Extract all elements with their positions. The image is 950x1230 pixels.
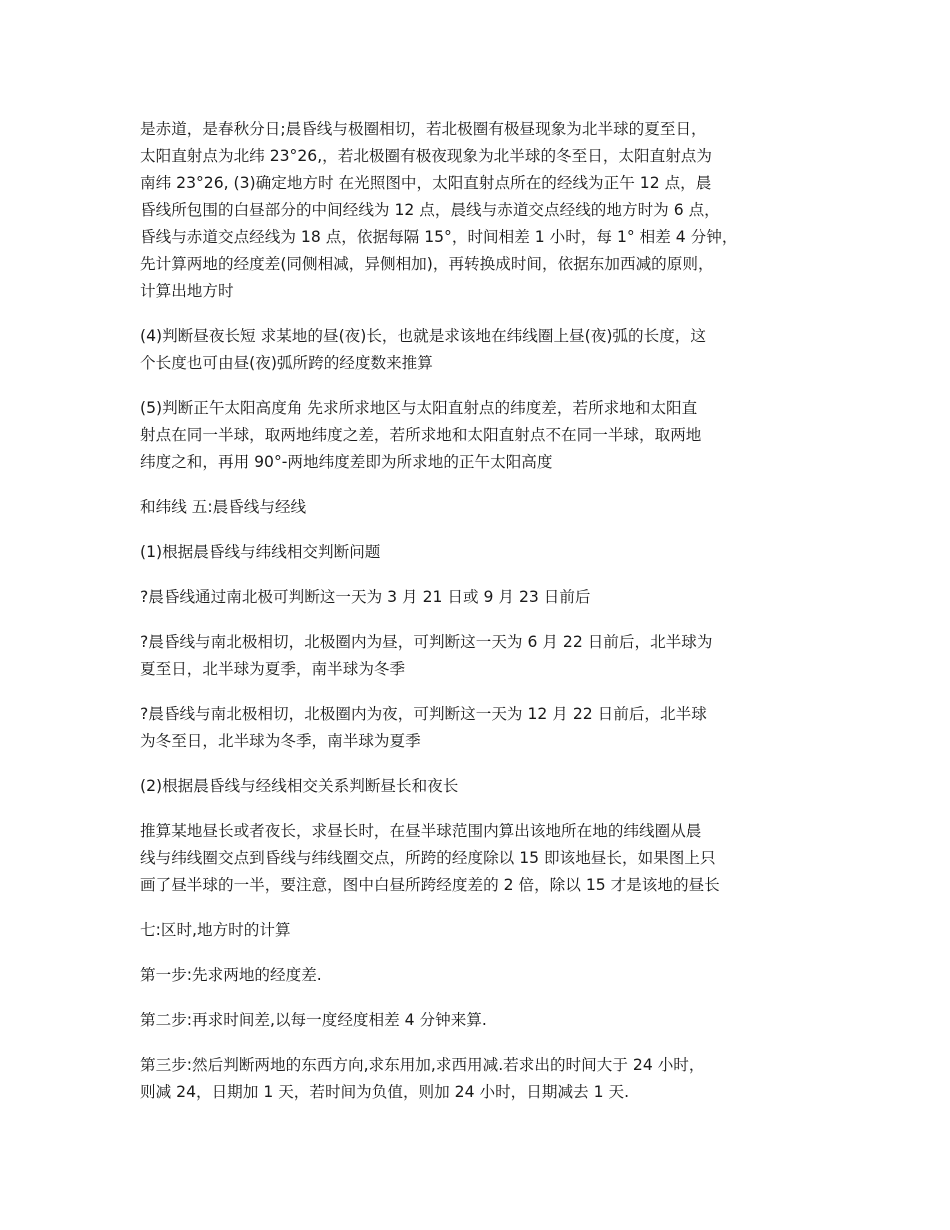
step-three xyxy=(140,1052,812,1106)
text-line: (1)根据晨昏线与纬线相交判断问题 xyxy=(140,543,381,561)
paragraph-solar-terminator-and-local-time xyxy=(140,116,812,305)
text-line: 和纬线 五:晨昏线与经线 xyxy=(140,498,307,516)
step-one xyxy=(140,962,812,989)
text-line: 昏线所包围的白昼部分的中间经线为 12 点，晨线与赤道交点经线的地方时为 6 点， xyxy=(140,201,720,219)
text-line: 画了昼半球的一半，要注意，图中白昼所跨经度差的 2 倍，除以 15 才是该地的昼长 xyxy=(140,876,720,894)
text-line: ?晨昏线与南北极相切，北极圈内为夜，可判断这一天为 12 月 22 日前后，北半球 xyxy=(140,705,707,723)
text-line: (5)判断正午太阳高度角 先求所求地区与太阳直射点的纬度差，若所求地和太阳直 xyxy=(140,399,698,417)
text-line: 先计算两地的经度差(同侧相减，异侧相加)，再转换成时间，依据东加西减的原则， xyxy=(140,255,714,273)
subheading-terminator-meridian xyxy=(140,773,812,800)
text-line: (2)根据晨昏线与经线相交关系判断昼长和夜长 xyxy=(140,777,459,795)
text-line: (4)判断昼夜长短 求某地的昼(夜)长，也就是求该地在纬线圈上昼(夜)弧的长度，这 xyxy=(140,327,706,345)
paragraph-winter-solstice xyxy=(140,701,812,755)
text-line: 夏至日，北半球为夏季，南半球为冬季 xyxy=(140,660,406,678)
text-line: 为冬至日，北半球为冬季，南半球为夏季 xyxy=(140,732,421,750)
section-heading-terminator-meridian xyxy=(140,494,812,521)
paragraph-summer-solstice xyxy=(140,629,812,683)
paragraph-day-length-calculation xyxy=(140,818,812,899)
text-line: 推算某地昼长或者夜长，求昼长时，在昼半球范围内算出该地所在地的纬线圈从晨 xyxy=(140,822,702,840)
paragraph-equinox xyxy=(140,584,812,611)
text-line: 南纬 23°26, (3)确定地方时 在光照图中，太阳直射点所在的经线为正午 12 点，晨 xyxy=(140,174,712,192)
text-line: 太阳直射点为北纬 23°26,，若北极圈有极夜现象为北半球的冬至日，太阳直射点为 xyxy=(140,147,712,165)
text-line: ?晨昏线与南北极相切，北极圈内为昼，可判断这一天为 6 月 22 日前后，北半球为 xyxy=(140,633,713,651)
text-line: 计算出地方时 xyxy=(140,282,234,300)
text-line: 则减 24，日期加 1 天，若时间为负值，则加 24 小时，日期减去 1 天. xyxy=(140,1083,630,1101)
paragraph-day-night-length xyxy=(140,323,812,377)
text-line: 是赤道，是春秋分日;晨昏线与极圈相切，若北极圈有极昼现象为北半球的夏至日， xyxy=(140,120,707,138)
text-line: 第一步:先求两地的经度差. xyxy=(140,966,322,984)
text-line: 个长度也可由昼(夜)弧所跨的经度数来推算 xyxy=(140,354,433,372)
subheading-terminator-latitude xyxy=(140,539,812,566)
text-line: 第三步:然后判断两地的东西方向,求东用加,求西用减.若求出的时间大于 24 小时， xyxy=(140,1056,705,1074)
text-line: ?晨昏线通过南北极可判断这一天为 3 月 21 日或 9 月 23 日前后 xyxy=(140,588,591,606)
text-line: 昏线与赤道交点经线为 18 点，依据每隔 15°，时间相差 1 小时，每 1° 相差 4 分钟， xyxy=(140,228,738,246)
text-line: 七:区时,地方时的计算 xyxy=(140,921,291,939)
text-line: 第二步:再求时间差,以每一度经度相差 4 分钟来算. xyxy=(140,1011,487,1029)
text-line: 射点在同一半球，取两地纬度之差，若所求地和太阳直射点不在同一半球，取两地 xyxy=(140,426,702,444)
paragraph-noon-sun-angle xyxy=(140,395,812,476)
text-line: 纬度之和，再用 90°-两地纬度差即为所求地的正午太阳高度 xyxy=(140,453,553,471)
document-page xyxy=(140,116,812,1124)
text-line: 线与纬线圈交点到昏线与纬线圈交点，所跨的经度除以 15 即该地昼长，如果图上只 xyxy=(140,849,716,867)
section-heading-time-calculation xyxy=(140,917,812,944)
step-two xyxy=(140,1007,812,1034)
